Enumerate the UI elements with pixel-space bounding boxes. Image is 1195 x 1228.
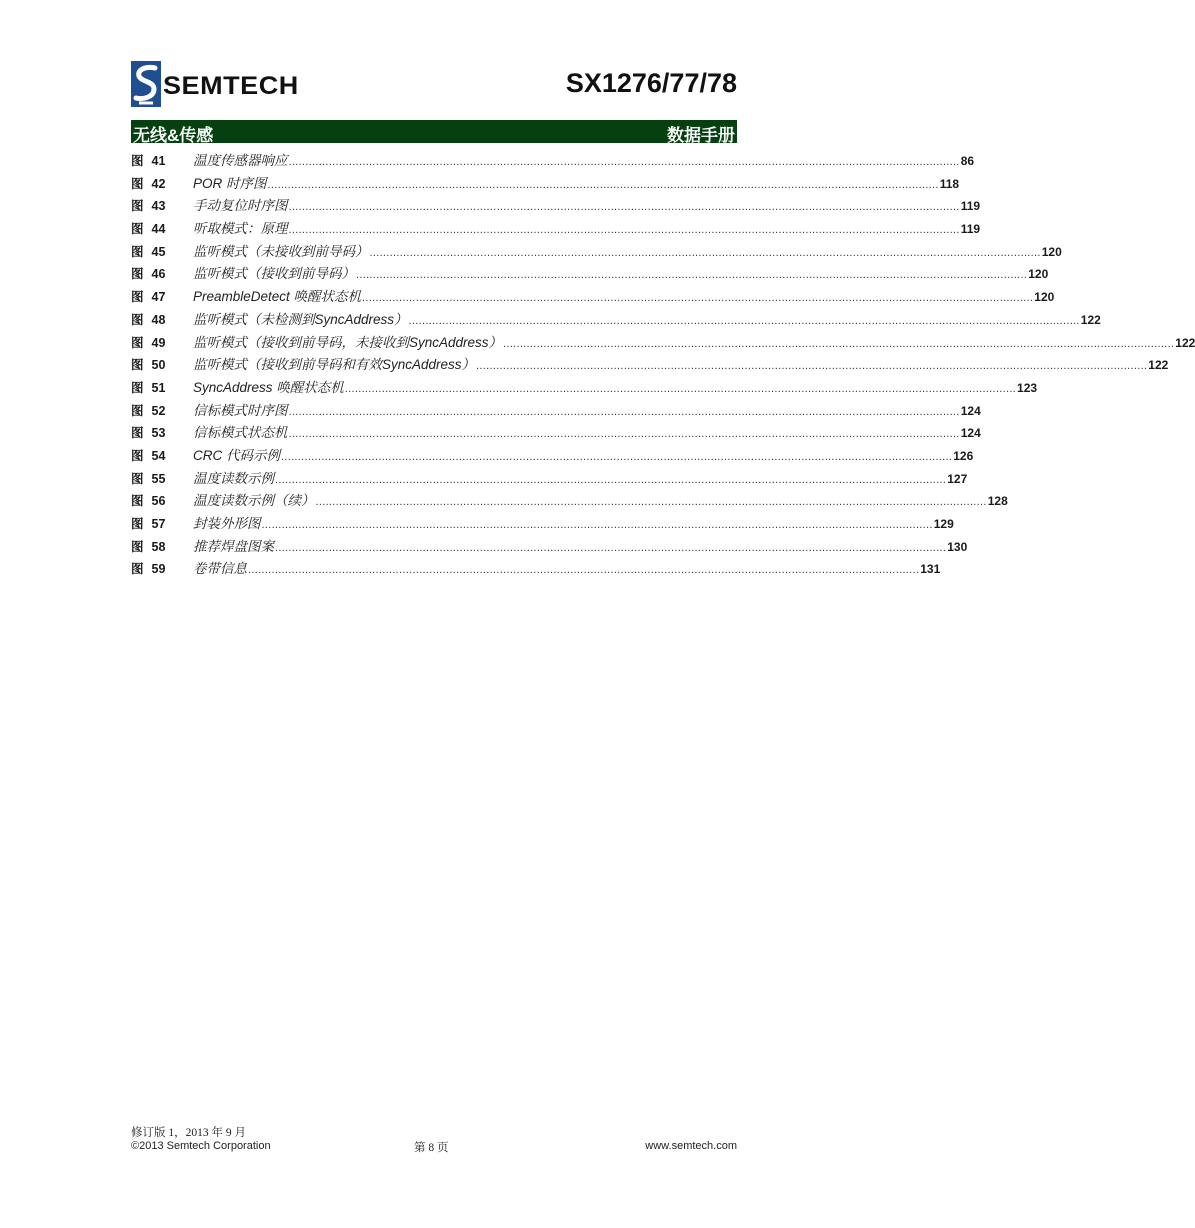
figure-label [131,219,193,237]
page-reference: 131 [920,562,941,577]
section-banner [131,120,737,143]
figure-number: 52 [151,403,166,418]
page-reference: 126 [953,448,974,463]
dot-leader: ........................................................................................................................................................................................................ [503,337,1175,350]
figure-title: 信标模式时序图 [193,402,288,418]
figure-number: 49 [151,335,166,350]
banner-left-label: 无线&传感 [133,126,214,145]
figure-label [131,196,193,214]
dot-leader: ........................................................................................................................................................................................................ [476,360,1148,373]
figure-title: 监听模式（接收到前导码和有效SyncAddress） [193,357,476,373]
page-reference: 128 [987,494,1008,509]
toc-entry[interactable] [131,557,941,580]
page-reference: 127 [947,471,968,486]
page-reference: 124 [960,403,981,418]
figure-label [131,264,193,282]
figure-list [131,149,1195,580]
figure-number: 59 [151,562,166,577]
dot-leader: ........................................................................................................................................................................................................ [261,519,933,531]
toc-entry[interactable] [131,217,981,240]
page-reference: 119 [960,199,981,214]
figure-title: 封装外形图 [193,516,261,531]
toc-entry[interactable] [131,376,1038,399]
figure-title: SyncAddress 唤醒状态机 [193,379,344,395]
figure-number: 42 [151,176,166,191]
dot-leader: ........................................................................................................................................................................................................ [288,224,960,237]
figure-title: 监听模式（未检测到SyncAddress） [193,311,408,327]
figure-prefix: 图 [131,358,144,373]
document-title: SX1276/77/78 [565,68,737,98]
figure-number: 53 [151,426,166,441]
dot-leader: ........................................................................................................................................................................................................ [275,473,947,486]
figure-title: POR 时序图 [193,175,267,191]
figure-label [131,491,193,509]
figure-title: 手动复位时序图 [193,198,288,214]
figure-prefix: 图 [131,290,144,305]
figure-label [131,355,193,373]
page-reference: 120 [1034,290,1055,305]
figure-title: PreambleDetect 唤醒状态机 [193,289,362,305]
figure-label [131,287,193,305]
toc-entry[interactable] [131,444,974,467]
toc-entry[interactable] [131,194,981,217]
figure-title: 温度读数示例 [193,470,274,486]
figure-prefix: 图 [131,403,144,418]
page-footer [131,1120,737,1160]
website-link[interactable]: www.semtech.com [645,1140,737,1152]
figure-label [131,559,193,577]
figure-number: 47 [151,290,166,305]
page-reference: 122 [1080,312,1101,327]
toc-entry[interactable] [131,285,1055,308]
toc-entry[interactable] [131,399,981,422]
figure-label [131,174,193,192]
dot-leader: ........................................................................................................................................................................................................ [267,178,939,191]
figure-prefix: 图 [131,494,144,509]
figure-title: 温度传感器响应 [193,153,288,168]
figure-title: CRC 代码示例 [193,447,280,463]
figure-prefix: 图 [131,199,144,214]
figure-label [131,310,193,328]
figure-number: 54 [151,448,166,463]
page-reference: 120 [1041,244,1062,259]
dot-leader: ........................................................................................................................................................................................................ [248,564,920,577]
dot-leader: ........................................................................................................................................................................................................ [281,450,953,463]
dot-leader: ........................................................................................................................................................................................................ [275,541,947,554]
figure-label [131,378,193,396]
banner-right-label: 数据手册 [667,126,735,145]
toc-entry[interactable] [131,262,1049,285]
dot-leader: ........................................................................................................................................................................................................ [288,156,960,168]
figure-number: 58 [151,539,166,554]
page-reference: 122 [1148,358,1169,373]
figure-label [131,242,193,260]
figure-label [131,333,193,351]
figure-number: 48 [151,312,166,327]
figure-prefix: 图 [131,267,144,282]
figure-prefix: 图 [131,562,144,577]
toc-entry[interactable] [131,240,1062,263]
page-reference: 123 [1017,380,1038,395]
figure-prefix: 图 [131,517,144,531]
figure-number: 51 [151,380,166,395]
figure-label [131,401,193,419]
figure-title: 监听模式（接收到前导码） [193,266,355,282]
figure-label [131,423,193,441]
figure-prefix: 图 [131,244,144,259]
dot-leader: ........................................................................................................................................................................................................ [344,382,1017,395]
figure-prefix: 图 [131,426,144,441]
figure-label [131,469,193,487]
figure-number: 41 [151,154,166,168]
toc-entry[interactable] [131,149,975,172]
toc-entry[interactable] [131,353,1169,376]
dot-leader: ........................................................................................................................................................................................................ [356,269,1028,282]
figure-title: 监听模式（接收到前导码，未接收到SyncAddress） [193,334,503,350]
copyright-text: ©2013 Semtech Corporation [131,1140,271,1152]
figure-label [131,514,193,532]
figure-prefix: 图 [131,380,144,395]
page-reference: 120 [1028,267,1049,282]
page-reference: 122 [1175,335,1195,350]
figure-title: 推荐焊盘图案 [193,538,274,554]
figure-label [131,446,193,464]
figure-label [131,151,193,169]
figure-title: 温度读数示例（续） [193,493,315,509]
figure-number: 43 [151,199,166,214]
dot-leader: ........................................................................................................................................................................................................ [369,246,1041,259]
page-number: 第 8 页 [414,1142,449,1154]
page-reference: 129 [933,517,954,531]
dot-leader: ........................................................................................................................................................................................................ [408,314,1080,327]
figure-prefix: 图 [131,471,144,486]
figure-number: 56 [151,494,166,509]
page-reference: 124 [960,426,981,441]
toc-entry[interactable] [131,535,968,558]
figure-label [131,537,193,555]
figure-title: 听取模式：原理 [193,221,288,237]
figure-number: 45 [151,244,166,259]
dot-leader: ........................................................................................................................................................................................................ [288,428,960,441]
dot-leader: ........................................................................................................................................................................................................ [288,201,960,214]
dot-leader: ........................................................................................................................................................................................................ [315,496,987,509]
toc-entry[interactable] [131,512,954,535]
toc-entry[interactable] [131,489,1008,512]
figure-title: 卷带信息 [193,561,247,577]
figure-prefix: 图 [131,539,144,554]
figure-number: 44 [151,222,166,237]
figure-prefix: 图 [131,154,144,168]
figure-title: 监听模式（未接收到前导码） [193,243,369,259]
semtech-logo-icon [131,61,161,107]
toc-entry[interactable] [131,331,1195,354]
figure-number: 57 [151,517,166,531]
figure-number: 55 [151,471,166,486]
figure-title: 信标模式状态机 [193,425,288,441]
page-header [131,58,737,110]
figure-number: 46 [151,267,166,282]
figure-prefix: 图 [131,222,144,237]
dot-leader: ........................................................................................................................................................................................................ [288,405,960,418]
toc-entry[interactable] [131,172,960,195]
page-reference: 86 [960,154,975,168]
figure-number: 50 [151,358,166,373]
dot-leader: ........................................................................................................................................................................................................ [362,292,1034,305]
figure-prefix: 图 [131,448,144,463]
revision-text: 修订版 1，2013 年 9 月 [131,1127,246,1139]
page-reference: 119 [960,222,981,237]
toc-entry[interactable] [131,421,981,444]
page-reference: 130 [947,539,968,554]
toc-entry[interactable] [131,467,968,490]
figure-prefix: 图 [131,312,144,327]
page-reference: 118 [939,176,960,191]
figure-prefix: 图 [131,176,144,191]
toc-entry[interactable] [131,308,1101,331]
figure-prefix: 图 [131,335,144,350]
logo-text: SEMTECH [163,72,299,100]
